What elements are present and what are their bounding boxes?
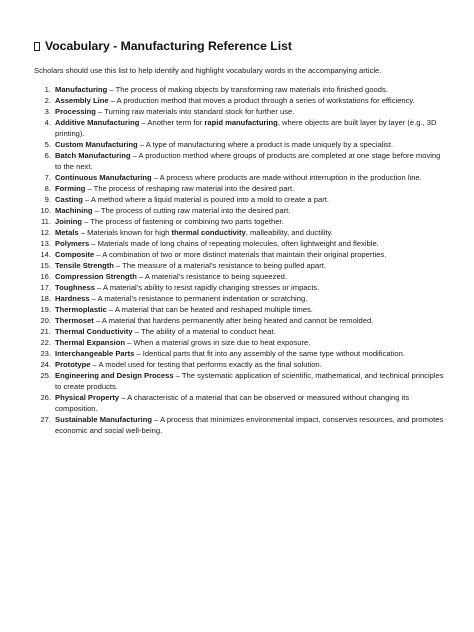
vocab-definition: – Identical parts that fit into any assembly of the same type without modification. (134, 349, 405, 358)
vocab-definition: – A model used for testing that performs exactly as the final solution. (90, 360, 322, 369)
placeholder-box-icon (34, 42, 40, 51)
list-item-number: 4. (44, 118, 51, 127)
vocab-definition: – A material’s resistance to permanent indentation or scratching. (89, 294, 308, 303)
list-item (34, 227, 446, 238)
vocab-term: Compression Strength (55, 272, 137, 281)
vocab-term: Interchangeable Parts (55, 349, 135, 358)
list-item-number: 12. (40, 228, 51, 237)
list-item-number: 15. (40, 261, 51, 270)
vocab-definition: – The process of cutting raw material into the desired part. (92, 206, 291, 215)
vocab-definition: – Another term for (139, 118, 205, 127)
vocab-definition: – A material’s ability to resist rapidly changing stresses or impacts. (94, 283, 320, 292)
list-item-body (55, 106, 446, 117)
list-item (34, 139, 446, 150)
list-item (34, 238, 446, 249)
vocab-definition: – The systematic application of scientific, mathematical, and technical principles to create products. (55, 371, 444, 391)
list-item-number: 26. (40, 393, 51, 402)
list-item-body (55, 205, 446, 216)
list-item-body (55, 84, 446, 95)
list-item-body (55, 216, 446, 227)
list-item-number: 10. (40, 206, 51, 215)
vocab-term: Forming (55, 184, 86, 193)
list-item (34, 337, 446, 348)
list-item-number: 3. (44, 107, 51, 116)
list-item-body (55, 260, 446, 271)
list-item-number: 9. (44, 195, 51, 204)
list-item-body (55, 194, 446, 205)
vocab-term: Joining (55, 217, 82, 226)
list-item-body (55, 315, 446, 326)
vocab-definition: – A combination of two or more distinct materials that maintain their original properties. (94, 250, 387, 259)
vocab-definition: – A material that hardens permanently after being heated and cannot be remolded. (93, 316, 374, 325)
list-item-number: 1. (44, 85, 51, 94)
list-item-number: 22. (40, 338, 51, 347)
list-item (34, 271, 446, 282)
vocab-definition-continued: , malleability, and ductility. (245, 228, 333, 237)
list-item-body (55, 414, 446, 436)
vocab-definition-continued: , where objects are built layer by layer (e.g., 3D printing). (55, 118, 437, 138)
vocab-term: Sustainable Manufacturing (55, 415, 153, 424)
list-item-body (55, 293, 446, 304)
vocab-term: Manufacturing (55, 85, 108, 94)
list-item-number: 21. (40, 327, 51, 336)
list-item (34, 348, 446, 359)
list-item-number: 24. (40, 360, 51, 369)
vocab-definition: – The process of fastening or combining two parts together. (82, 217, 284, 226)
vocab-term: Metals (55, 228, 79, 237)
vocab-definition: – The ability of a material to conduct heat. (132, 327, 276, 336)
list-item-body (55, 304, 446, 315)
vocab-definition-emphasis: thermal conductivity (171, 228, 246, 237)
list-item (34, 194, 446, 205)
vocab-term: Composite (55, 250, 95, 259)
vocab-term: Engineering and Design Process (55, 371, 174, 380)
list-item-body (55, 139, 446, 150)
list-item-body (55, 392, 446, 414)
list-item-number: 19. (40, 305, 51, 314)
vocab-term: Thermal Expansion (55, 338, 126, 347)
list-item-number: 23. (40, 349, 51, 358)
list-item-body (55, 370, 446, 392)
list-item-number: 27. (40, 415, 51, 424)
vocab-term: Hardness (55, 294, 90, 303)
vocab-definition: – Materials made of long chains of repeating molecules, often lightweight and flexible. (89, 239, 379, 248)
list-item (34, 117, 446, 139)
list-item-body (55, 359, 446, 370)
list-item (34, 95, 446, 106)
list-item (34, 216, 446, 227)
list-item (34, 249, 446, 260)
vocab-term: Thermoplastic (55, 305, 107, 314)
list-item (34, 150, 446, 172)
list-item (34, 84, 446, 95)
vocab-definition: – A production method where groups of products are completed at one stage before moving to the next. (55, 151, 441, 171)
vocab-definition: – Turning raw materials into standard stock for further use. (95, 107, 295, 116)
list-item-number: 2. (44, 96, 51, 105)
list-item (34, 359, 446, 370)
vocab-definition: – A process that minimizes environmental impact, conserves resources, and promotes economic and social well-being. (55, 415, 444, 435)
vocab-term: Processing (55, 107, 96, 116)
vocab-term: Thermoset (55, 316, 94, 325)
list-item (34, 293, 446, 304)
list-item-number: 18. (40, 294, 51, 303)
page-title (34, 38, 446, 54)
list-item-body (55, 282, 446, 293)
list-item-body (55, 326, 446, 337)
list-item-number: 7. (44, 173, 51, 182)
list-item-number: 16. (40, 272, 51, 281)
vocab-term: Thermal Conductivity (55, 327, 133, 336)
intro-paragraph: Scholars should use this list to help identify and highlight vocabulary words in the accompanying article. (34, 66, 382, 75)
vocab-definition: – A material that can be heated and reshaped multiple times. (106, 305, 313, 314)
vocab-term: Toughness (55, 283, 95, 292)
list-item (34, 304, 446, 315)
list-item (34, 315, 446, 326)
list-item (34, 414, 446, 436)
vocab-term: Batch Manufacturing (55, 151, 131, 160)
list-item-body (55, 271, 446, 282)
vocab-term: Prototype (55, 360, 91, 369)
vocab-definition: – A production method that moves a product through a series of workstations for efficiency. (108, 96, 415, 105)
vocab-definition: – The process of making objects by transforming raw materials into finished goods. (107, 85, 388, 94)
list-item-body (55, 150, 446, 172)
list-item (34, 282, 446, 293)
vocab-definition-emphasis: rapid manufacturing (204, 118, 278, 127)
list-item-number: 8. (44, 184, 51, 193)
list-item-body (55, 249, 446, 260)
list-item (34, 326, 446, 337)
vocab-definition: – A material’s resistance to being squeezed. (136, 272, 287, 281)
list-item-body (55, 238, 446, 249)
vocab-term: Additive Manufacturing (55, 118, 140, 127)
vocab-term: Assembly Line (55, 96, 109, 105)
list-item (34, 183, 446, 194)
vocab-definition: – A method where a liquid material is poured into a mold to create a part. (82, 195, 329, 204)
vocab-definition: – A process where products are made without interruption in the production line. (151, 173, 422, 182)
list-item-body (55, 337, 446, 348)
list-item-body (55, 172, 446, 183)
list-item-number: 20. (40, 316, 51, 325)
vocab-term: Polymers (55, 239, 90, 248)
list-item (34, 205, 446, 216)
vocab-term: Physical Property (55, 393, 120, 402)
list-item-number: 17. (40, 283, 51, 292)
vocab-term: Continuous Manufacturing (55, 173, 152, 182)
vocab-term: Custom Manufacturing (55, 140, 138, 149)
vocab-definition: – A type of manufacturing where a product is made uniquely by a specialist. (137, 140, 394, 149)
list-item-number: 11. (41, 217, 51, 226)
list-item-body (55, 348, 446, 359)
list-item-number: 14. (40, 250, 51, 259)
list-item-number: 5. (44, 140, 51, 149)
vocab-definition: – A characteristic of a material that can be observed or measured without changing its composition. (55, 393, 410, 413)
vocab-definition: – The process of reshaping raw material into the desired part. (85, 184, 295, 193)
vocab-definition: – Materials known for high (78, 228, 172, 237)
list-item-number: 6. (44, 151, 51, 160)
vocabulary-list (34, 84, 446, 436)
list-item (34, 260, 446, 271)
list-item-body (55, 183, 446, 194)
vocab-term: Machining (55, 206, 93, 215)
list-item (34, 392, 446, 414)
list-item-body (55, 95, 446, 106)
page-title-text: Vocabulary - Manufacturing Reference List (45, 39, 292, 53)
list-item (34, 106, 446, 117)
vocab-definition: – The measure of a material’s resistance to being pulled apart. (113, 261, 326, 270)
list-item-number: 25. (40, 371, 51, 380)
list-item-body (55, 117, 446, 139)
list-item-body (55, 227, 446, 238)
vocab-term: Tensile Strength (55, 261, 114, 270)
list-item-number: 13. (40, 239, 51, 248)
vocab-definition: – When a material grows in size due to heat exposure. (125, 338, 311, 347)
list-item (34, 172, 446, 183)
vocab-term: Casting (55, 195, 83, 204)
list-item (34, 370, 446, 392)
